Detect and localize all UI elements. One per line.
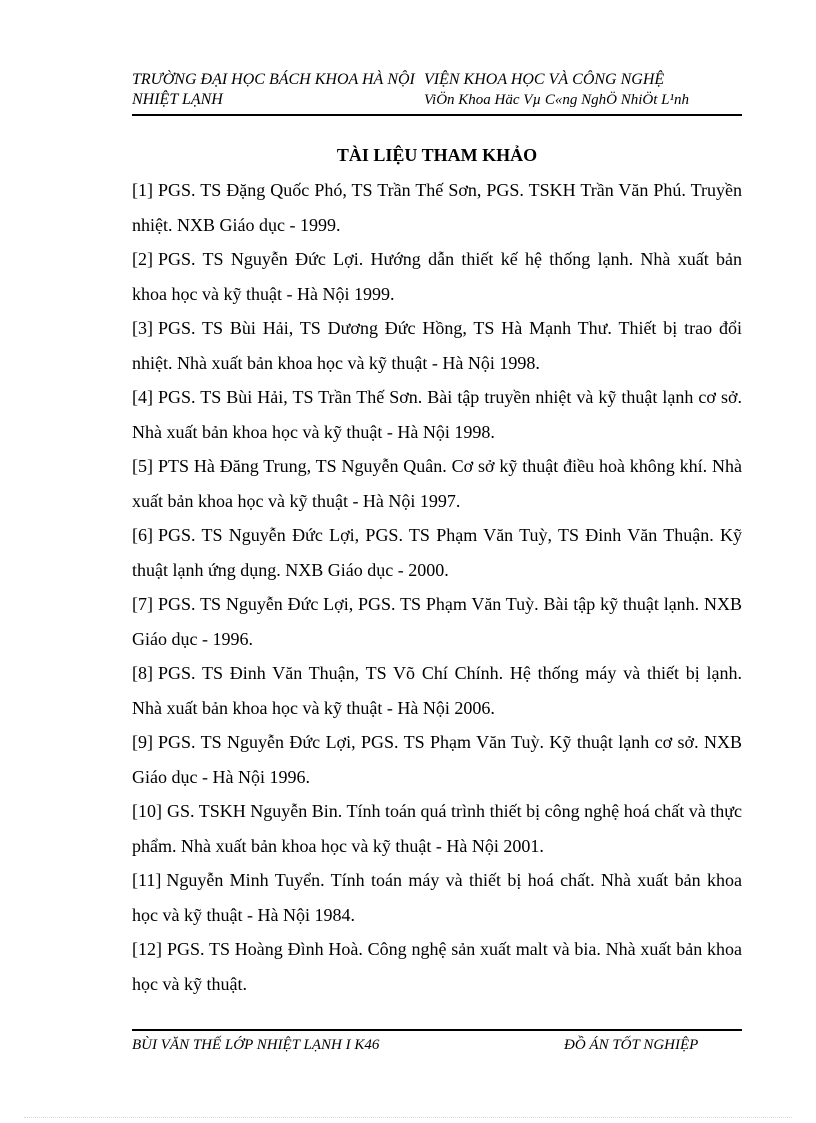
reference-number: [4] (132, 387, 153, 407)
header-right-block (424, 70, 744, 110)
reference-item (132, 863, 742, 932)
header-institute: VIỆN KHOA HỌC VÀ CÔNG NGHỆ (424, 71, 665, 88)
reference-number: [12] (132, 939, 162, 959)
reference-item (132, 587, 742, 656)
header-department: NHIỆT LẠNH (132, 91, 223, 108)
reference-text: PGS. TS Bùi Hải, TS Dương Đức Hồng, TS Hà Mạnh Thư. Thiết bị trao đổi nhiệt. Nhà xuất bản khoa học và kỹ thuật - Hà Nội 1998. (132, 318, 742, 373)
reference-item (132, 449, 742, 518)
reference-number: [2] (132, 249, 153, 269)
footer-document-type: ĐỒ ÁN TỐT NGHIỆP (564, 1037, 699, 1053)
reference-number: [6] (132, 525, 153, 545)
reference-number: [7] (132, 594, 153, 614)
page-edge-divider (24, 1117, 792, 1118)
reference-list (132, 173, 742, 1001)
header-university: TRƯỜNG ĐẠI HỌC BÁCH KHOA HÀ NỘI (132, 71, 415, 88)
reference-text: PTS Hà Đăng Trung, TS Nguyễn Quân. Cơ sở kỹ thuật điều hoà không khí. Nhà xuất bản khoa học và kỹ thuật - Hà Nội 1997. (132, 456, 742, 511)
footer-author: BÙI VĂN THẾ LỚP NHIỆT LẠNH I K46 (132, 1037, 380, 1053)
reference-text: PGS. TS Hoàng Đình Hoà. Công nghệ sản xuất malt và bia. Nhà xuất bản khoa học và kỹ thuật. (132, 939, 742, 994)
reference-number: [11] (132, 870, 162, 890)
reference-text: PGS. TS Đặng Quốc Phó, TS Trần Thế Sơn, PGS. TSKH Trần Văn Phú. Truyền nhiệt. NXB Giáo dục - 1999. (132, 180, 742, 235)
reference-item (132, 173, 742, 242)
reference-number: [8] (132, 663, 153, 683)
header-institute-legacy-encoding: ViÖn Khoa Häc Vµ C«ng NghÖ NhiÖt L¹nh (424, 92, 689, 108)
reference-text: PGS. TS Nguyễn Đức Lợi, PGS. TS Phạm Văn Tuỳ, TS Đinh Văn Thuận. Kỹ thuật lạnh ứng dụng. NXB Giáo dục - 2000. (132, 525, 742, 580)
page-footer (132, 1029, 742, 1057)
reference-item (132, 518, 742, 587)
reference-text: PGS. TS Đinh Văn Thuận, TS Võ Chí Chính. Hệ thống máy và thiết bị lạnh. Nhà xuất bản khoa học và kỹ thuật - Hà Nội 2006. (132, 663, 742, 718)
reference-text: Nguyễn Minh Tuyển. Tính toán máy và thiết bị hoá chất. Nhà xuất bản khoa học và kỹ thuật - Hà Nội 1984. (132, 870, 742, 925)
reference-item (132, 242, 742, 311)
header-left-block (132, 70, 432, 110)
reference-item (132, 380, 742, 449)
page-header (132, 70, 742, 116)
reference-text: GS. TSKH Nguyễn Bin. Tính toán quá trình thiết bị công nghệ hoá chất và thực phẩm. Nhà xuất bản khoa học và kỹ thuật - Hà Nội 2001. (132, 801, 742, 856)
reference-text: PGS. TS Nguyễn Đức Lợi. Hướng dẫn thiết kế hệ thống lạnh. Nhà xuất bản khoa học và kỹ thuật - Hà Nội 1999. (132, 249, 742, 304)
reference-number: [9] (132, 732, 153, 752)
reference-text: PGS. TS Nguyễn Đức Lợi, PGS. TS Phạm Văn Tuỳ. Kỹ thuật lạnh cơ sở. NXB Giáo dục - Hà Nội 1996. (132, 732, 742, 787)
reference-number: [3] (132, 318, 153, 338)
reference-item (132, 656, 742, 725)
reference-text: PGS. TS Bùi Hải, TS Trần Thế Sơn. Bài tập truyền nhiệt và kỹ thuật lạnh cơ sở. Nhà xuất bản khoa học và kỹ thuật - Hà Nội 1998. (132, 387, 742, 442)
page-title: TÀI LIỆU THAM KHẢO (336, 145, 538, 165)
reference-text: PGS. TS Nguyễn Đức Lợi, PGS. TS Phạm Văn Tuỳ. Bài tập kỹ thuật lạnh. NXB Giáo dục - 1996. (132, 594, 742, 649)
reference-item (132, 794, 742, 863)
reference-item (132, 932, 742, 1001)
reference-item (132, 725, 742, 794)
reference-number: [5] (132, 456, 153, 476)
reference-item (132, 311, 742, 380)
reference-number: [1] (132, 180, 153, 200)
reference-number: [10] (132, 801, 162, 821)
